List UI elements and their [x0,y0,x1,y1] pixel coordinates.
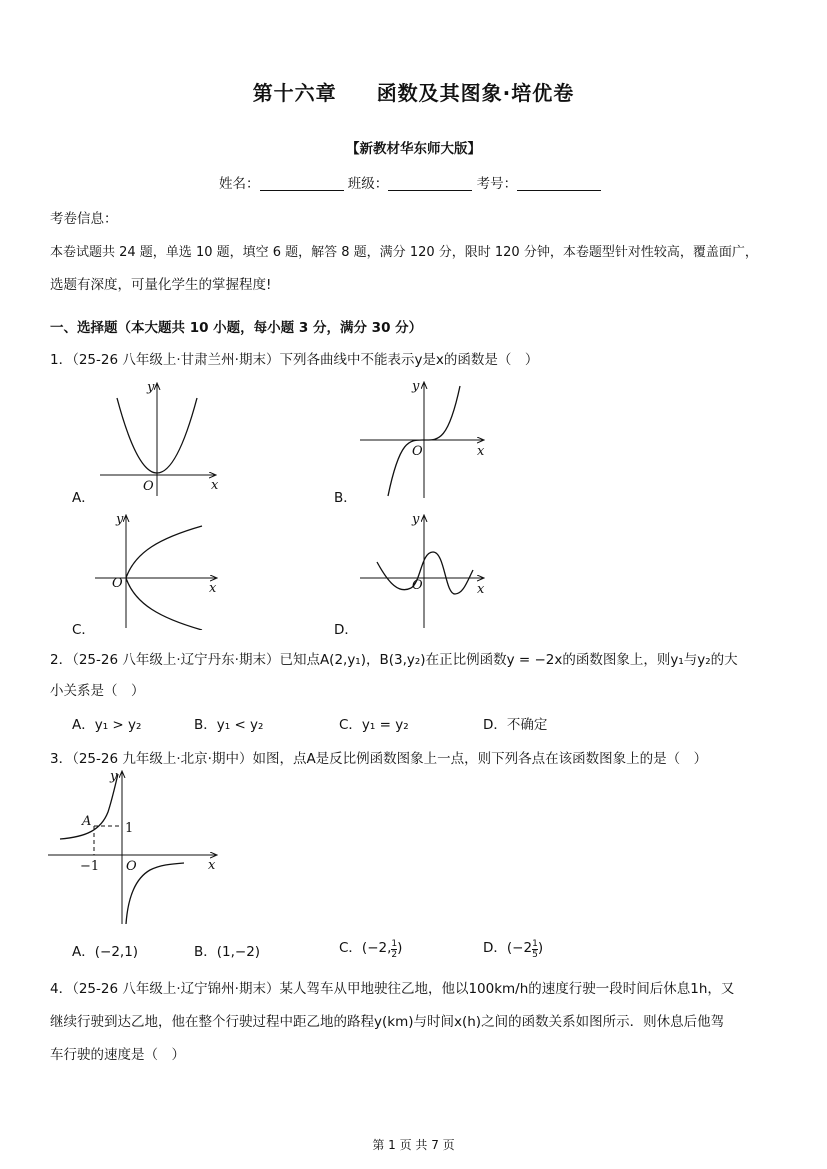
tick-one-label: 1 [125,821,134,836]
student-info-row [219,172,601,192]
y-label: y [412,512,420,527]
chapter-label: 第十六章 [252,81,337,105]
question-4-line1: 4．（25-26 八年级上·辽宁锦州·期末）某人驾车从甲地驶往乙地，他以100km/h的速度行驶一段时间后休息1h，又 [50,981,735,997]
x-label: x [209,581,217,596]
question-4-line3: 车行驶的速度是（ ） [50,1047,185,1063]
question-2-line2: 小关系是（ ） [50,683,145,699]
q3-option-d[interactable] [483,932,543,960]
q3-graph [46,768,226,928]
origin-label: O [412,578,423,593]
q3-option-b[interactable]: B．(1,−2) [194,944,261,960]
point-a-label: A [82,814,92,829]
page-footer: 第 1 页 共 7 页 [372,1138,455,1152]
page-title [0,77,827,106]
fraction-denominator: 2 [391,950,398,960]
origin-label: O [126,859,137,874]
q1-option-c[interactable]: C． [72,622,95,638]
tick-neg-one-label: −1 [80,859,100,874]
exam-info-label: 考卷信息： [50,211,118,227]
q3-option-d-prefix: D．(−2 [483,940,533,956]
name-label: 姓名： [219,176,260,192]
y-label: y [116,512,124,527]
x-label: x [208,858,216,873]
fraction-numerator: 1 [532,939,538,949]
exam-info-line1: 本卷试题共 24 题，单选 10 题，填空 6 题，解答 8 题，满分 120 分，限时 120 分钟，本卷题型针对性较高，覆盖面广， [50,245,758,260]
q3-option-c-prefix: C．(−2, [339,940,392,956]
q3-option-a[interactable]: A．(−2,1) [72,944,139,960]
q1-option-a[interactable]: A． [72,490,95,506]
origin-label: O [112,576,123,591]
q3-option-d-close: ) [537,940,544,956]
fraction-numerator: 1 [391,939,398,949]
q1-option-d[interactable]: D． [334,622,358,638]
question-4-line2: 继续行驶到达乙地，他在整个行驶过程中距乙地的路程y(km)与时间x(h)之间的函数关系如图所示．则休息后他驾 [50,1014,725,1030]
class-label: 班级： [347,176,389,192]
y-label: y [110,769,118,784]
edition-label: 【新教材华东师大版】 [346,141,481,157]
class-field[interactable] [388,176,472,191]
id-label: 考号： [476,176,518,192]
q1-graph-d [355,512,490,630]
q2-option-c[interactable]: C．y₁ = y₂ [339,717,409,733]
origin-label: O [143,479,154,494]
x-label: x [477,582,485,597]
q1-option-b[interactable]: B． [334,490,357,506]
x-label: x [477,444,485,459]
exam-info-line2: 选题有深度，可量化学生的掌握程度! [50,277,272,293]
name-field[interactable] [260,176,344,191]
y-label: y [147,380,155,395]
q1-graph-c [90,512,225,630]
question-3-text: 3．（25-26 九年级上·北京·期中）如图，点A是反比例函数图象上一点，则下列各点在该函数图象上的是（ ） [50,751,708,767]
q2-option-a[interactable]: A．y₁ > y₂ [72,717,142,733]
x-label: x [211,478,219,493]
q1-graph-a [95,378,225,496]
question-2-line1: 2．（25-26 八年级上·辽宁丹东·期末）已知点A(2,y₁)，B(3,y₂)在正比例函数y = −2x的函数图象上，则y₁与y₂的大 [50,652,738,668]
id-field[interactable] [517,176,601,191]
fraction-denominator: 5 [532,950,538,960]
section-heading: 一、选择题（本大题共 10 小题，每小题 3 分，满分 30 分） [50,320,423,336]
question-1-text: 1．（25-26 八年级上·甘肃兰州·期末）下列各曲线中不能表示y是x的函数是（ ） [50,352,539,368]
q1-graph-b [355,378,490,498]
q2-option-b[interactable]: B．y₁ < y₂ [194,717,264,733]
title-label: 函数及其图象·培优卷 [376,81,575,105]
y-label: y [412,379,420,394]
wave-curve [377,552,473,594]
q3-option-c-close: ) [397,940,403,956]
q3-option-c[interactable] [339,932,402,960]
q2-option-d[interactable]: D．不确定 [483,717,548,733]
origin-label: O [412,444,423,459]
